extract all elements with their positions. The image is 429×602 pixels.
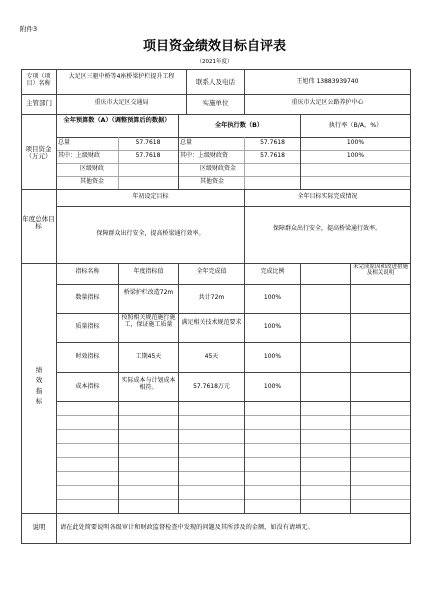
kpi-header-actual: 全年完成值 (196, 268, 227, 275)
project-name-label: 专项（项目）名称 (26, 73, 51, 87)
goals-label: 年度总体目标 (22, 215, 55, 231)
goals-actual-text: 保障群众出行安全，提高桥梁通行效率。 (272, 225, 381, 232)
kpi-row-name: 数量指标 (75, 294, 100, 301)
fund-row-rate: 100% (346, 139, 365, 146)
impl-label: 实施单位 (202, 99, 229, 107)
kpi-row-target: 实际成本与计划成本相符。 (121, 377, 176, 391)
fund-row-label-b: 区级财政资金 (200, 165, 237, 172)
rate-header: 执行率（B/A，%） (328, 122, 383, 129)
fund-row-value-b: 57.7618 (260, 139, 285, 146)
attachment-label: 附件3 (20, 25, 38, 33)
exec-header: 全年执行数（B） (214, 122, 264, 129)
budget-header: 全年预算数（A）（调整预算后的数据） (63, 117, 171, 124)
fund-row-label-b: 总量 (180, 139, 193, 146)
kpi-row-ratio: 100% (263, 353, 282, 360)
fund-row-rate: 100% (346, 152, 365, 159)
contact-label: 联系人及电话 (196, 78, 235, 86)
contact-value: 王旭伟 13883939740 (296, 78, 359, 85)
notes-text: 请在此处简要说明各级审计和财政监督检查中发现的问题及其所涉及的金额，如没有请填无。 (60, 524, 314, 531)
kpi-header-ratio: 完成比例 (260, 268, 285, 275)
dept-value: 重庆市大足区交通局 (94, 99, 149, 106)
fund-row-label-a: 总量 (58, 139, 71, 146)
kpi-row-name: 时效指标 (75, 353, 100, 360)
year-label: （2021年度） (196, 59, 233, 65)
fund-row-label-b: 其中：上级财政资 (180, 152, 229, 159)
fund-row-label-a: 其中：上级财政 (58, 152, 101, 159)
kpi-row-name: 质量指标 (75, 323, 100, 330)
kpi-header-target: 年度指标值 (133, 268, 164, 275)
goals-initial-header: 年初设定目标 (132, 193, 169, 200)
kpi-row-ratio: 100% (263, 294, 282, 301)
fund-row-label-a: 区级财政 (80, 165, 105, 172)
fund-row-value-b: 57.7618 (260, 152, 285, 159)
notes-label: 说明 (32, 523, 46, 531)
kpi-row-actual: 共计72m (198, 294, 225, 301)
kpi-row-ratio: 100% (263, 383, 282, 390)
kpi-row-actual: 满足相关技术规范要求 (181, 319, 242, 326)
fund-row-value-a: 57.7618 (135, 139, 161, 146)
project-name-value: 大足区三驱中桥等4座桥梁护栏提升工程 (68, 73, 175, 80)
kpi-row-target: 工期45天 (135, 353, 162, 360)
funds-label: 项目资金（万元） (25, 145, 52, 161)
page-title: 项目资金绩效目标自评表 (142, 39, 286, 54)
dept-label: 主管部门 (26, 99, 52, 107)
kpi-header-note: 未完成原因和改进措施及相关说明 (352, 264, 408, 277)
kpi-row-name: 成本指标 (75, 383, 100, 390)
goals-initial-text: 保障群众出行安全，提高桥梁通行效率。 (96, 230, 205, 237)
kpi-side-label: 绩效指标 (35, 366, 43, 406)
fund-row-value-a: 57.7618 (135, 152, 161, 159)
kpi-row-actual: 45天 (204, 353, 219, 360)
goals-actual-header: 全年目标实际完成情况 (297, 193, 358, 200)
kpi-row-target: 桥梁护栏改造72m (123, 289, 174, 296)
kpi-row-target: 按照相关规范施行施工，保证施工质量 (121, 314, 176, 328)
kpi-row-ratio: 100% (263, 323, 282, 330)
kpi-header-name: 指标名称 (75, 268, 100, 275)
kpi-row-actual: 57.7618万元 (193, 383, 230, 390)
fund-row-label-b: 其他资金 (200, 178, 225, 185)
fund-row-label-a: 其他资金 (80, 178, 105, 185)
impl-value: 重庆市大足区公路养护中心 (291, 99, 364, 106)
